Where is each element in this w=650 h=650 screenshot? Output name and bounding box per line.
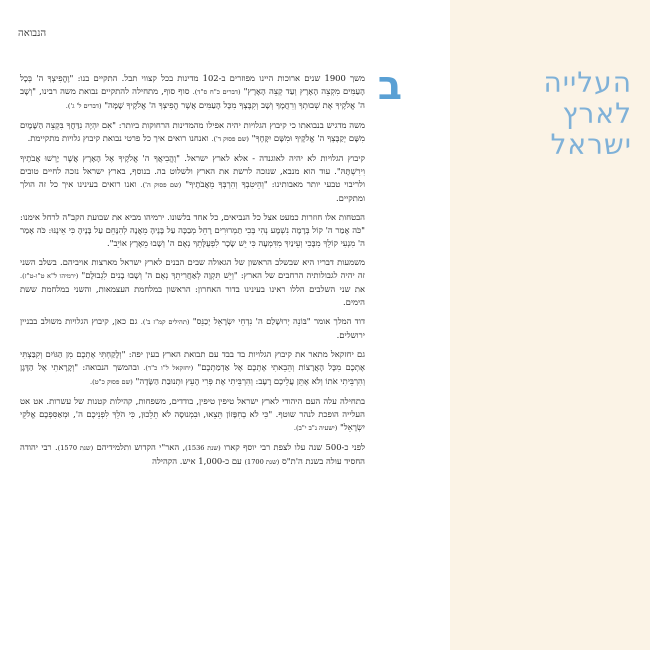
chapter-title-panel [450, 0, 650, 650]
paragraph-1: ב משך 1900 שנים ארוכות היינו מפוזרים ב-102 מדינות בכל קצווי תבל. התקיים בנו: "וֶהֱפִיצְךָ ה' בְּכָל הָעַמִּים מִקְצֵה הָאָרֶץ וְעַד קְצֵה הָאָרֶץ" (דברים כ"ח ס"ד). סוף סוף, מתחילה להתקיים נבואת משה רבינו, "וְשָׁב ה' אֱלֹקֶיךָ אֶת שְׁבוּתְךָ וְרִחֲמֶךָ וְשָׁב וְקִבֶּצְךָ מִכָּל הָעַמִּים אֲשֶׁר הֱפִיצְךָ ה' אֱלֹקֶיךָ שָׁמָּה" (דברים ל' ג'). [20, 72, 365, 113]
paragraph-8: בתחילה עלה העם היהודי לארץ ישראל טיפין טיפין, בודדים, משפחות, קהילות קטנות של עשרות. אט אט העלייה הופכת לנהר שוטף. "כִּי לֹא בְחִפָּזוֹן תֵּצֵאוּ, וּבִמְנוּסָה לֹא תֵלֵכוּן, כִּי הֹלֵךְ לִפְנֵיכֶם ה', וּמְאַסִּפְכֶם אֱלֹקֵי יִשְׂרָאֵל" (ישעיה נ"ב י"ב). [20, 396, 365, 432]
source-citation: (דברים ל' ג'). [65, 102, 102, 110]
source-citation: (שם פסוק ד'). [211, 135, 249, 143]
paragraph-2: משה מדגיש בנבואתו כי קיבוץ הגלויות יהיה אפילו מהמדינות הרחוקות ביותר: "אִם יִהְיֶה נִדַּחֲךָ בִּקְצֵה הַשָּׁמָיִם מִשָּׁם יְקַבֶּצְךָ ה' אֱלֹקֶיךָ וּמִשָּׁם יִקָּחֶךָ" (שם פסוק ד'). ואנחנו רואים איך כל פרטי נבואת קיבוץ גלויות מתקיימת. [20, 120, 365, 143]
source-citation: (שם פסוק ה'). [140, 181, 182, 189]
source-citation: (ישעיה נ"ב י"ב). [293, 424, 338, 432]
paragraph-5: משמעות דבריו היא שבשלב הראשון של הגאולה שבים הבנים לארץ ישראל מארצות אויביהם. בשלב השני זה יהיה לגבולותיה הרחבים של הארץ: "וְיֵשׁ תִּקְוָה לְאַחֲרִיתֵךְ נְאֻם ה' וְשָׁבוּ בָנִים לִגְבוּלָם" (ירמיהו ל"א ט"ו-ט"ז). את שני השלבים הללו ראינו בעינינו בדור האחרון: הראשון במלחמת העצמאות, והשני במלחמת ששת הימים. [20, 257, 365, 307]
paragraph-7: גם יחזקאל מתאר את קיבוץ הגלויות בד בבד עם תבואת הארץ בעין יפה: "וְלָקַחְתִּי אֶתְכֶם מִן הַגּוֹיִם וְקִבַּצְתִּי אֶתְכֶם מִכָּל הָאֲרָצוֹת וְהֵבֵאתִי אֶתְכֶם אֶל אַדְמַתְכֶם" (יחזקאל ל"ו כ"ד). ובהמשך הנבואה: "וְקָרָאתִי אֶל הַדָּגָן וְהִרְבֵּיתִי אֹתוֹ וְלֹא אֶתֵּן עֲלֵיכֶם רָעָב: וְהִרְבֵּיתִי אֶת פְּרִי הָעֵץ וּתְנוּבַת הַשָּׂדֶה" (שם פסוק כ"ט). [20, 349, 365, 386]
running-head: הנבואה [18, 28, 47, 39]
drop-cap: ב [377, 63, 403, 109]
source-citation: (שנת 1570) [57, 444, 94, 452]
source-citation: (שנת 1700) [244, 458, 280, 466]
source-citation: (שם פסוק כ"ט). [89, 378, 133, 386]
chapter-title-line: ישראל [550, 128, 632, 161]
source-citation: (יחזקאל ל"ו כ"ד). [143, 364, 194, 372]
source-citation: (שנת 1536) [185, 444, 221, 452]
chapter-title [457, 68, 632, 161]
source-citation: (תהילים קמ"ז ב'). [140, 318, 190, 326]
paragraph-6: דוד המלך אומר "בּוֹנֵה יְרוּשָׁלַם ה' נִדְחֵי יִשְׂרָאֵל יְכַנֵּס" (תהילים קמ"ז ב'). גם כאן, קיבוץ הגלויות משולב בבניין ירושלים. [20, 316, 365, 340]
paragraph-4: הבטחות אלו חוזרות כמעט אצל כל הנביאים, כל אחד בלשונו. ירמיהו מביא את שבועת הקב"ה לרחל אימנו: "כֹּה אָמַר ה' קוֹל בְּרָמָה נִשְׁמָע נְהִי בְּכִי תַמְרוּרִים רָחֵל מְבַכָּה עַל בָּנֶיהָ מֵאֲנָה לְהִנָּחֵם עַל בָּנֶיהָ כִּי אֵינֶנּוּ: כֹּה אָמַר ה' מִנְעִי קוֹלֵךְ מִבֶּכִי וְעֵינַיִךְ מִדִּמְעָה כִּי יֵשׁ שָׂכָר לִפְעֻלָּתֵךְ נְאֻם ה' וְשָׁבוּ מֵאֶרֶץ אוֹיֵב". [20, 212, 365, 248]
chapter-title-line: העלייה [543, 66, 632, 99]
source-citation: (דברים כ"ח ס"ד). [192, 88, 241, 96]
chapter-title-line: לארץ [562, 97, 632, 130]
chapter-body [20, 63, 403, 475]
paragraph-3: קיבוץ הגלויות לא יהיה לאוגנדה - אלא לארץ ישראל. "וֶהֱבִיאֲךָ ה' אֱלֹקֶיךָ אֶל הָאָרֶץ אֲשֶׁר יָרְשׁוּ אֲבֹתֶיךָ וִירִשְׁתָּהּ". עוד הוא מנבא, שנזכה לרשת את הארץ ולשלוט בה. בנוסף, בארץ ישראל נזכה לחיים טובים ולריבוי טבעי יותר מאבותינו: "וְהֵיטִבְךָ וְהִרְבְּךָ מֵאֲבֹתֶיךָ" (שם פסוק ה'). ואנו רואים בעינינו איך כל זה הולך ומתקיים. [20, 153, 365, 203]
paragraph-9: לפני כ-500 שנה עלו לצפת רבי יוסף קארו (שנת 1536), האר"י הקדוש ותלמידיהם (שנת 1570). רבי יהודה החסיד עולה בשנת ה'ת"ס (שנת 1700) עם כ-1,000 איש. הקהילה [20, 442, 365, 466]
source-citation: (ירמיהו ל"א ט"ו-ט"ז). [20, 272, 79, 280]
